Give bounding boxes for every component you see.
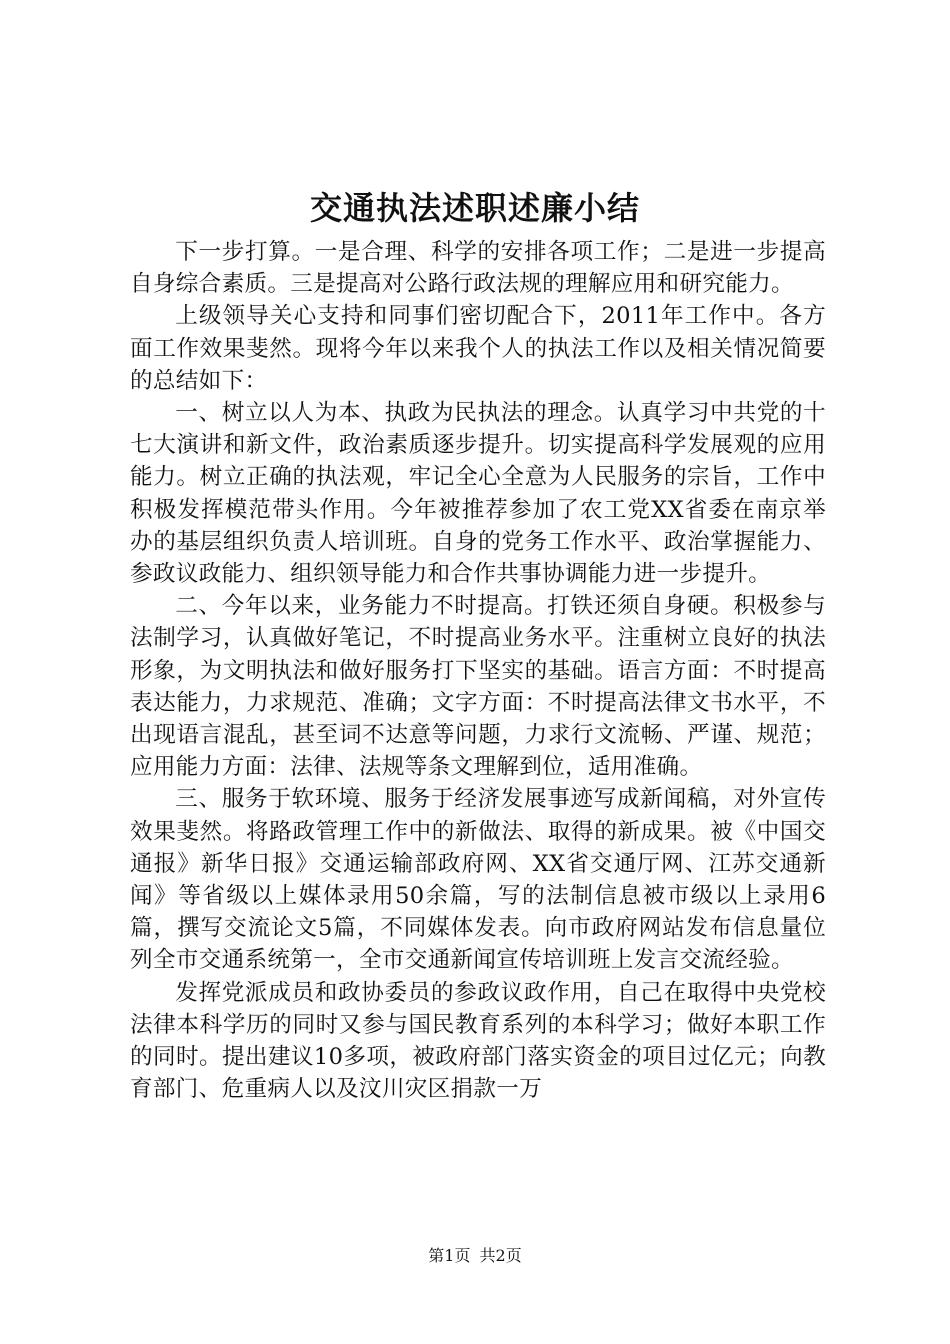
page-footer <box>0 1244 950 1268</box>
paragraph-section-three: 三、服务于软环境、服务于经济发展事迹写成新闻稿，对外宣传效果斐然。将路政管理工作中的新做法、取得的新成果。被《中国交通报》新华日报》交通运输部政府网、XX省交通厅网、江苏交通新闻》等省级以上媒体录用50余篇，写的法制信息被市级以上录用6篇，撰写交流论文5篇，不同媒体发表。向市政府网站发布信息量位列全市交通系统第一，全市交通新闻宣传培训班上发言交流经验。 <box>130 786 826 974</box>
paragraph-section-two: 二、今年以来，业务能力不时提高。打铁还须自身硬。积极参与法制学习，认真做好笔记，不时提高业务水平。注重树立良好的执法形象，为文明执法和做好服务打下坚实的基础。语言方面：不时提高表达能力，力求规范、准确；文字方面：不时提高法律文书水平，不出现语言混乱，甚至词不达意等问题，力求行文流畅、严谨、规范；应用能力方面：法律、法规等条文理解到位，适用准确。 <box>130 593 826 781</box>
paragraph-party-role: 发挥党派成员和政协委员的参政议政作用，自己在取得中央党校法律本科学历的同时又参与国民教育系列的本科学习；做好本职工作的同时。提出建议10多项，被政府部门落实资金的项目过亿元；向教育部门、危重病人以及汶川灾区捐款一万 <box>130 979 826 1103</box>
document-body <box>130 236 826 1105</box>
page-number: 第1页 <box>428 1246 471 1265</box>
paragraph-section-one: 一、树立以人为本、执政为民执法的理念。认真学习中共党的十七大演讲和新文件，政治素质逐步提升。切实提高科学发展观的应用能力。树立正确的执法观，牢记全心全意为人民服务的宗旨，工作中积极发挥模范带头作用。今年被推荐参加了农工党XX省委在南京举办的基层组织负责人培训班。自身的党务工作水平、政治掌握能力、参政议政能力、组织领导能力和合作共事协调能力进一步提升。 <box>130 400 826 588</box>
page-total: 共2页 <box>479 1246 522 1265</box>
paragraph-intro: 上级领导关心支持和同事们密切配合下，2011年工作中。各方面工作效果斐然。现将今年以来我个人的执法工作以及相关情况简要的总结如下： <box>130 303 826 394</box>
paragraph-plan: 下一步打算。一是合理、科学的安排各项工作；二是进一步提高自身综合素质。三是提高对公路行政法规的理解应用和研究能力。 <box>130 239 826 298</box>
document-title: 交通执法述职述廉小结 <box>309 189 640 227</box>
